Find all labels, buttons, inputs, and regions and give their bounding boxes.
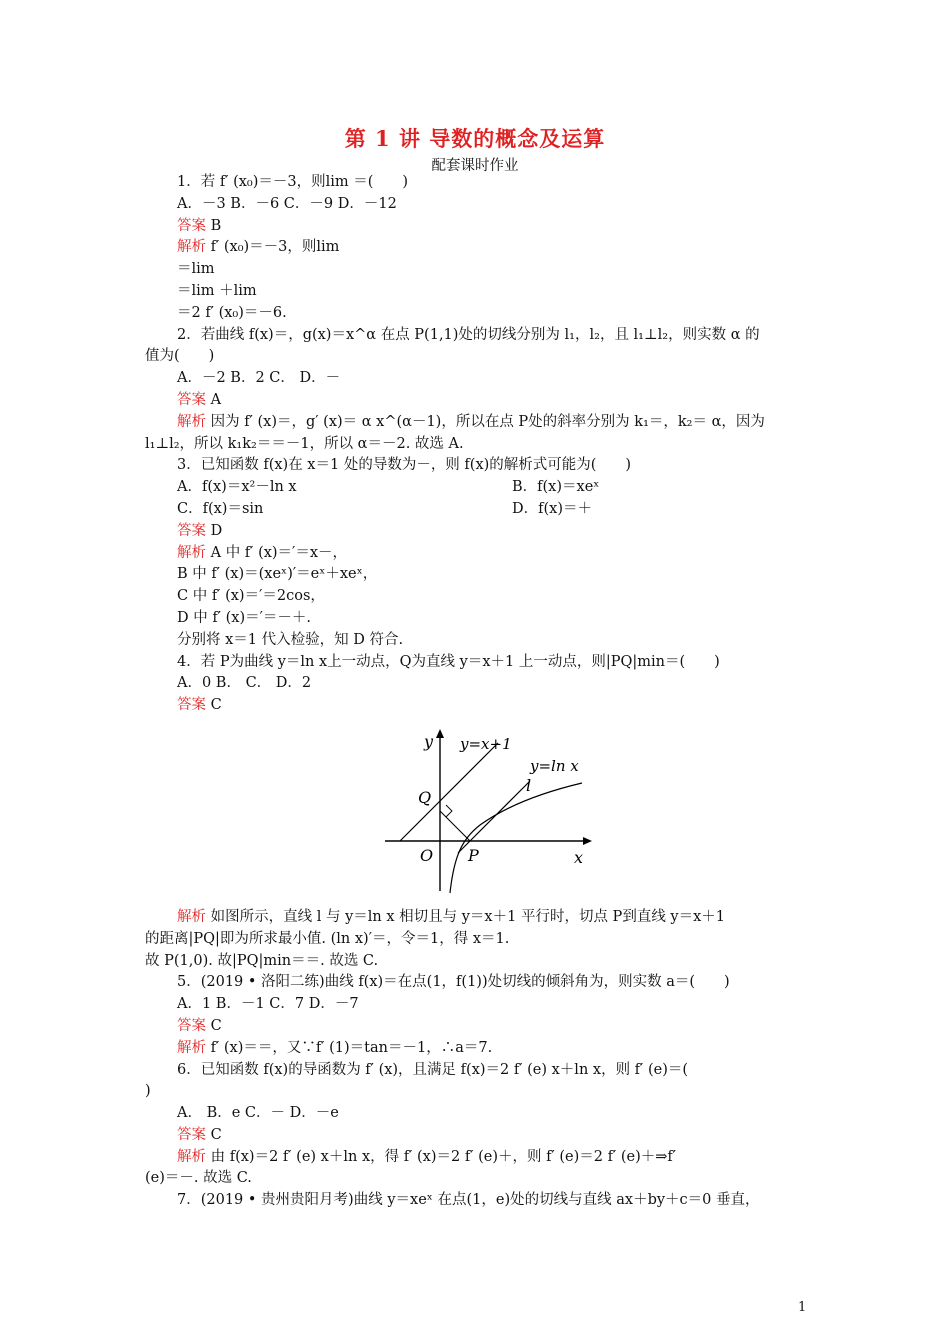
analysis-label: 解析 [177, 544, 206, 561]
answer-label: 答案 [177, 391, 206, 408]
y-axis-arrow [436, 729, 444, 738]
question-1: 1．若 f′ (x₀)＝－3，则lim ＝( ) [177, 174, 409, 190]
analysis-label: 解析 [177, 1039, 206, 1056]
question-3: 3．已知函数 f(x)在 x＝1 处的导数为－，则 f(x)的解析式可能为( ) [177, 457, 632, 474]
analysis-label: 解析 [177, 413, 206, 430]
question-2-cont: 值为( ) [145, 348, 215, 365]
analysis-6: 解析 由 f(x)＝2 f′ (e) x＋ln x，得 f′ (x)＝2 f′ (e)＋，则 f′ (e)＝2 f′ (e)＋⇒f′ [177, 1148, 677, 1165]
analysis-5: 解析 f′ (x)＝＝，又∵f′ (1)＝tan＝－1，∴a＝7. [177, 1039, 493, 1056]
option-c: C．f(x)＝sin [177, 500, 264, 517]
answer-3: 答案 D [177, 522, 223, 539]
options-6: A． B．e C．－ D．－e [177, 1105, 339, 1122]
graph-svg [370, 721, 610, 901]
label-tangent: l [526, 775, 532, 795]
analysis-2-cont: l₁⊥l₂，所以 k₁k₂＝＝－1，所以 α＝－2. 故选 A. [145, 435, 464, 452]
analysis-1: 解析 f′ (x₀)＝－3，则lim [177, 239, 340, 256]
answer-2: 答案 A [177, 391, 222, 408]
answer-1: 答案 B [177, 217, 222, 234]
analysis-2: 解析 因为 f′ (x)＝，g′ (x)＝ α x^(α－1)，所以在点 P处的斜率分别为 k₁＝，k₂＝ α，因为 [177, 413, 765, 430]
answer-label: 答案 [177, 217, 206, 234]
analysis-1-step: ＝lim ＋lim [177, 282, 257, 299]
document-page: 第 1 讲 导数的概念及运算 配套课时作业 1．若 f′ (x₀)＝－3，则lim ＝( ) A．－3 B．－6 C．－9 D．－12 答案 B 解析 f′ (x₀)＝－3，则lim ＝lim ＝lim ＋lim ＝2 f′ (x₀)＝－6. 2．若曲线 f(x)＝，g(x)＝x^α 在点 P(1,1)处的切线分别为 l₁，l₂，且 l₁⊥l₂，则实数 α 的 值为( ) A．－2 B．2 C． D．－ 答案 A 解析 因为 f′ (x)＝，g′ (x)＝ α x^(α－1)，所以在点 P处的斜率分别为 k₁＝，k₂＝ α，因为 l₁⊥l₂，所以 k₁k₂＝＝－1，所以 α＝－2. 故选 A. 3．已知函数 f(x)在 x＝1 处的导数为－，则 f(x)的解析式可能为( ) A．f(x)＝x²－ln x B．f(x)＝xeˣ C．f(x)＝sin D．f(x)＝＋ 答案 D 解析 A 中 f′ (x)＝′＝x－， B 中 f′ (x)＝(xeˣ)′＝eˣ＋xeˣ， C 中 f′ (x)＝′＝2cos， D 中 f′ (x)＝′＝－＋. 分别将 x＝1 代入检验，知 D 符合. 4．若 P为曲线 y＝ln x上一动点，Q为直线 y＝x＋1 上一动点，则|PQ|min＝( ) A．0 B． C． D．2 答案 C y y=x+1 l y=ln x Q O P x 解析 如图所示，直线 l 与 y＝ln x 相切且与 y＝x＋1 平行时，切点 P到直线 y＝x＋1 的距离|PQ|即为所求最小值. (ln x)′＝，令＝1，得 x＝1. 故 P(1,0). 故|PQ|min＝＝. 故选 C. 5．(2019 • 洛阳二练)曲线 f(x)＝在点(1，f(1))处切线的倾斜角为，则实数 a＝( ) A．1 B．－1 C．7 D．－7 答案 C 解析 f′ (x)＝＝，又∵f′ (1)＝tan＝－1，∴a＝7. 6．已知函数 f(x)的导函数为 f′ (x)，且满足 f(x)＝2 f′ (e) x＋ln x，则 f′ (e)＝( ) A． B．e C．－ D．－e 答案 C 解析 由 f(x)＝2 f′ (e) x＋ln x，得 f′ (x)＝2 f′ (e)＋，则 f′ (e)＝2 f′ (e)＋⇒f′ (e)＝－. 故选 C. 7．(2019 • 贵州贵阳月考)曲线 y＝xeˣ 在点(1，e)处的切线与直线 ax＋by＋c＝0 垂直， 1 [0, 0, 950, 1344]
answer-5: 答案 C [177, 1017, 222, 1034]
analysis-4-cont: 的距离|PQ|即为所求最小值. (ln x)′＝，令＝1，得 x＝1. [145, 930, 510, 947]
label-o: O [420, 845, 434, 865]
option-b: B．f(x)＝xeˣ [512, 479, 600, 496]
question-2: 2．若曲线 f(x)＝，g(x)＝x^α 在点 P(1,1)处的切线分别为 l₁，l₂，且 l₁⊥l₂，则实数 α 的 [177, 326, 760, 343]
answer-label: 答案 [177, 1126, 206, 1143]
analysis-3-step: B 中 f′ (x)＝(xeˣ)′＝eˣ＋xeˣ， [177, 566, 378, 583]
answer-label: 答案 [177, 697, 206, 714]
label-line: y=x+1 [460, 734, 512, 753]
label-curve: y=ln x [530, 756, 579, 775]
analysis-3-step: D 中 f′ (x)＝′＝－＋. [177, 609, 312, 626]
answer-label: 答案 [177, 522, 206, 539]
question-6: 6．已知函数 f(x)的导函数为 f′ (x)，且满足 f(x)＝2 f′ (e) x＋ln x，则 f′ (e)＝( [177, 1061, 689, 1078]
analysis-3: 解析 A 中 f′ (x)＝′＝x－， [177, 544, 348, 561]
analysis-1-step: ＝2 f′ (x₀)＝－6. [177, 304, 287, 321]
right-angle-mark [446, 805, 452, 817]
options-3-row1 [145, 477, 807, 499]
option-d: D．f(x)＝＋ [512, 500, 592, 517]
tangent-line-l [458, 781, 530, 853]
analysis-label: 解析 [177, 1148, 206, 1165]
answer-6: 答案 C [177, 1126, 222, 1143]
label-x-axis: x [574, 847, 584, 867]
question-7: 7．(2019 • 贵州贵阳月考)曲线 y＝xeˣ 在点(1，e)处的切线与直线 ax＋by＋c＝0 垂直， [177, 1192, 760, 1209]
analysis-3-step: C 中 f′ (x)＝′＝2cos， [177, 588, 325, 605]
figure-graph [145, 721, 807, 907]
curve-ln-x [450, 783, 582, 893]
document-body [145, 172, 807, 1212]
answer-label: 答案 [177, 1017, 206, 1034]
analysis-label: 解析 [177, 908, 206, 925]
x-axis-arrow [583, 837, 592, 845]
answer-4: 答案 C [177, 697, 222, 714]
analysis-3-step: 分别将 x＝1 代入检验，知 D 符合. [177, 631, 404, 648]
options-2: A．－2 B．2 C． D．－ [177, 370, 341, 387]
analysis-1-step: ＝lim [177, 261, 215, 278]
options-1: A．－3 B．－6 C．－9 D．－12 [177, 195, 397, 212]
page-title: 第 1 讲 导数的概念及运算 [344, 126, 606, 151]
page-subtitle: 配套课时作业 [431, 158, 519, 174]
options-5: A．1 B．－1 C．7 D．－7 [177, 996, 359, 1013]
options-4: A．0 B． C． D．2 [177, 675, 312, 692]
options-3-row2 [145, 499, 807, 521]
question-6-cont: ) [145, 1083, 151, 1100]
segment-pq [440, 811, 470, 841]
question-4: 4．若 P为曲线 y＝ln x上一动点，Q为直线 y＝x＋1 上一动点，则|PQ|min＝( ) [177, 653, 720, 670]
line-y-x-plus-1 [400, 743, 498, 841]
label-y-axis: y [424, 731, 434, 751]
question-5: 5．(2019 • 洛阳二练)曲线 f(x)＝在点(1，f(1))处切线的倾斜角为，则实数 a＝( ) [177, 974, 730, 991]
analysis-4-cont: 故 P(1,0). 故|PQ|min＝＝. 故选 C. [145, 952, 379, 969]
analysis-4: 解析 如图所示，直线 l 与 y＝ln x 相切且与 y＝x＋1 平行时，切点 P到直线 y＝x＋1 [177, 908, 726, 925]
label-p: P [468, 845, 479, 865]
option-a: A．f(x)＝x²－ln x [177, 479, 297, 496]
label-q: Q [418, 787, 432, 807]
analysis-6-cont: (e)＝－. 故选 C. [145, 1170, 252, 1187]
analysis-label: 解析 [177, 239, 206, 256]
